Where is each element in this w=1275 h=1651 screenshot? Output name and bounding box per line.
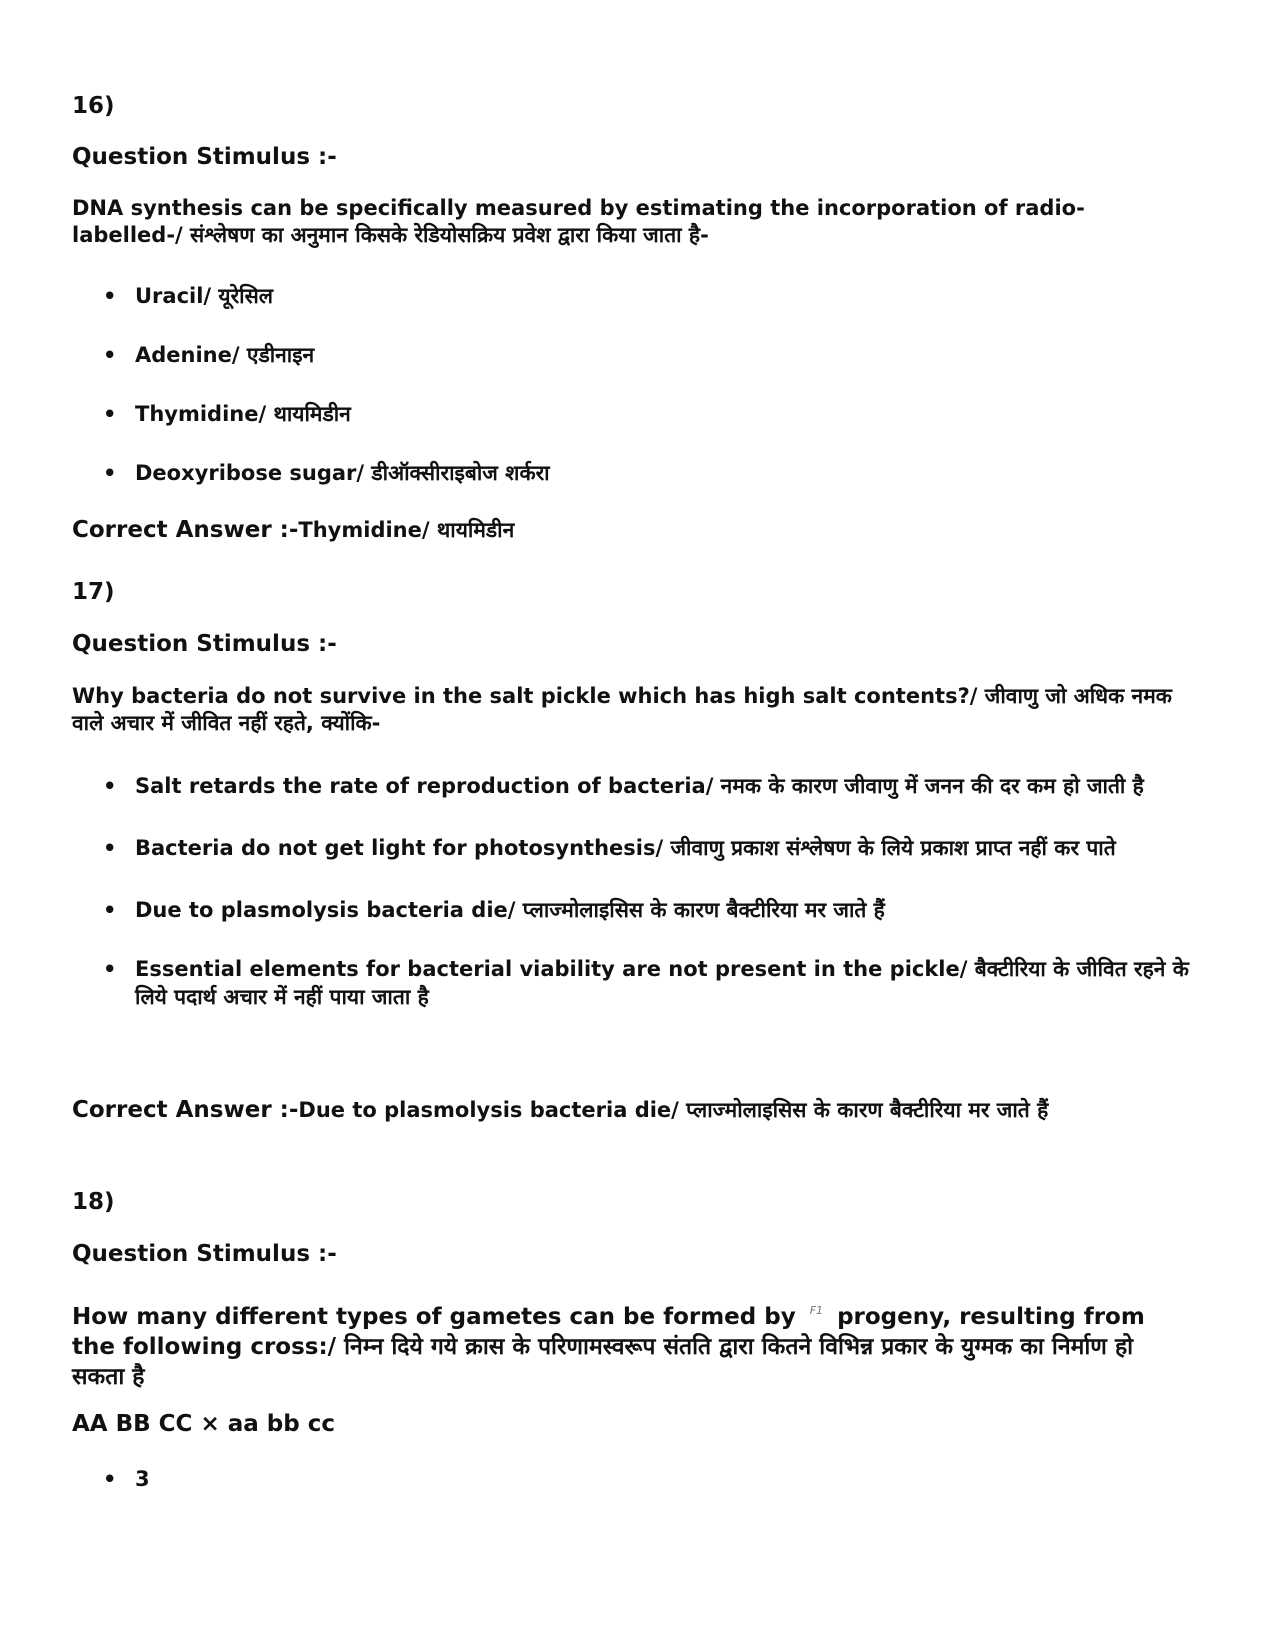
bullet-icon: • bbox=[103, 1467, 117, 1491]
correct-answer-text: Due to plasmolysis bacteria die/ प्लाज्मोलाइसिस के कारण बैक्टीरिया मर जाते हैं bbox=[298, 1098, 1049, 1122]
bullet-icon: • bbox=[103, 836, 117, 860]
question-number: 18) bbox=[72, 1189, 115, 1215]
option-item bbox=[0, 955, 1195, 1011]
correct-answer bbox=[72, 516, 1192, 544]
option-item bbox=[0, 282, 1195, 310]
correct-answer-text: Thymidine/ थायमिडीन bbox=[298, 518, 515, 542]
option-text: Deoxyribose sugar/ डीऑक्सीराइबोज शर्करा bbox=[135, 461, 550, 485]
option-item bbox=[0, 896, 1195, 924]
option-text: Salt retards the rate of reproduction of bacteria/ नमक के कारण जीवाणु में जनन की दर कम हो जाती है bbox=[135, 774, 1144, 798]
option-item bbox=[0, 341, 1195, 369]
options-list bbox=[0, 772, 1275, 1011]
option-text: Thymidine/ थायमिडीन bbox=[135, 402, 351, 426]
option-text: Due to plasmolysis bacteria die/ प्लाज्मोलाइसिस के कारण बैक्टीरिया मर जाते हैं bbox=[135, 898, 885, 922]
options-list bbox=[0, 1465, 1275, 1493]
option-text: 3 bbox=[135, 1467, 150, 1491]
question-text: DNA synthesis can be specifically measured by estimating the incorporation of radio-labelled-/ संश्लेषण का अनुमान किसके रेडियोसक्रिय प्रवेश द्वारा किया जाता है- bbox=[72, 196, 1085, 247]
bullet-icon: • bbox=[103, 343, 117, 367]
correct-answer-label: Correct Answer :- bbox=[72, 517, 299, 543]
question-text-end: progeny, resulting from the following cross:/ निम्न दिये गये क्रास के परिणामस्वरूप संतति द्वारा कितने विभिन्न प्रकार के युग्मक का निर्माण हो सकता है bbox=[72, 1304, 1145, 1390]
option-item bbox=[0, 772, 1195, 800]
question-text: Why bacteria do not survive in the salt pickle which has high salt contents?/ जीवाणु जो अधिक नमक वाले अचार में जीवित नहीं रहते, क्योंकि- bbox=[72, 684, 1172, 735]
question-stimulus-label: Question Stimulus :- bbox=[72, 144, 337, 170]
option-item bbox=[0, 834, 1195, 862]
cross-notation: AA BB CC × aa bb cc bbox=[72, 1411, 335, 1437]
f1-symbol: F1 bbox=[809, 1304, 824, 1317]
option-text: Bacteria do not get light for photosynthesis/ जीवाणु प्रकाश संश्लेषण के लिये प्रकाश प्राप्त नहीं कर पाते bbox=[135, 836, 1116, 860]
question-stimulus-label: Question Stimulus :- bbox=[72, 1241, 337, 1267]
options-list bbox=[0, 282, 1275, 487]
bullet-icon: • bbox=[103, 461, 117, 485]
option-text: Uracil/ यूरेसिल bbox=[135, 284, 274, 308]
bullet-icon: • bbox=[103, 898, 117, 922]
correct-answer-label: Correct Answer :- bbox=[72, 1097, 299, 1123]
question-number: 17) bbox=[72, 579, 115, 605]
question-text bbox=[72, 1296, 1192, 1392]
bullet-icon: • bbox=[103, 957, 117, 981]
option-item bbox=[0, 1465, 1195, 1493]
question-stimulus-label: Question Stimulus :- bbox=[72, 631, 337, 657]
bullet-icon: • bbox=[103, 774, 117, 798]
question-text-start: How many different types of gametes can be formed by bbox=[72, 1304, 796, 1330]
question-number: 16) bbox=[72, 93, 115, 119]
option-item bbox=[0, 459, 1195, 487]
option-text: Adenine/ एडीनाइन bbox=[135, 343, 315, 367]
bullet-icon: • bbox=[103, 284, 117, 308]
bullet-icon: • bbox=[103, 402, 117, 426]
option-text: Essential elements for bacterial viability are not present in the pickle/ बैक्टीरिया के जीवित रहने के लिये पदार्थ अचार में नहीं पाया जाता है bbox=[135, 957, 1189, 1009]
option-item bbox=[0, 400, 1195, 428]
correct-answer bbox=[72, 1096, 1192, 1124]
